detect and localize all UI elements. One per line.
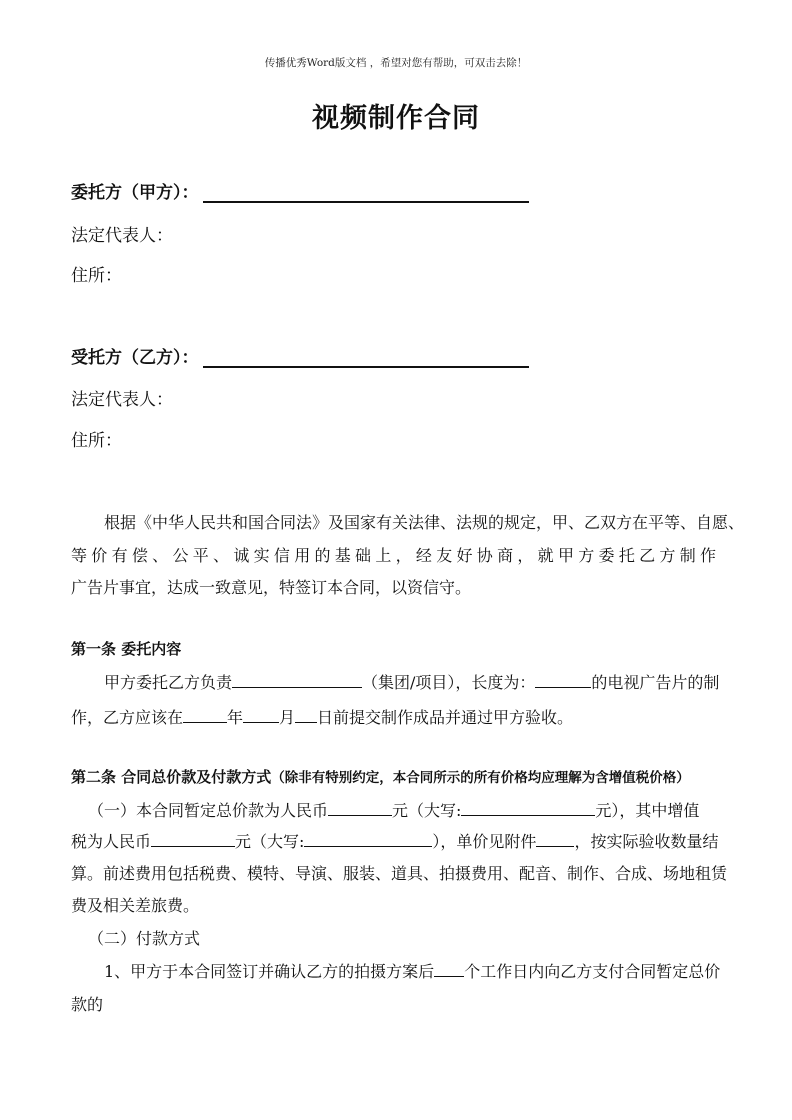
party-b-label-row — [71, 343, 529, 368]
month-label: 月 — [279, 708, 296, 727]
intro-line-3: 广告片事宜，达成一致意见，特签订本合同，以资信守。 — [71, 578, 472, 597]
settlement-text: ，按实际验收数量结 — [574, 832, 719, 851]
year-label: 年 — [227, 708, 244, 727]
payment-method-title: （二）付款方式 — [88, 929, 201, 948]
unit-price-text: ），单价见附件 — [432, 832, 537, 851]
attachment-blank — [536, 831, 574, 847]
page-title: 视频制作合同 — [312, 103, 480, 134]
party-a-label-row — [71, 178, 529, 203]
article-1-title: 第一条 委托内容 — [71, 640, 182, 658]
article-1-text-c: 的电视广告片的制 — [591, 673, 720, 692]
party-a-representative: 法定代表人： — [71, 226, 173, 246]
vat-intro-text: 元），其中增值 — [595, 801, 700, 820]
vat-caps-blank — [304, 831, 432, 847]
vat-blank — [151, 831, 235, 847]
article-1-text-a: 甲方委托乙方负责 — [104, 673, 233, 692]
project-blank — [232, 672, 362, 688]
article-2-line-3: 算。前述费用包括税费、模特、导演、服装、道具、拍摄费用、配音、制作、合成、场地租赁 — [71, 864, 728, 883]
party-a-name-blank — [203, 183, 529, 203]
article-1-text-e: 日前提交制作成品并通过甲方验收。 — [317, 708, 574, 727]
article-2-title: 第二条 合同总价款及付款方式 — [71, 768, 272, 786]
party-b-name-blank — [203, 348, 529, 368]
article-1-line-1 — [104, 670, 719, 693]
article-1-text-d: 作，乙方应该在 — [71, 708, 184, 727]
article-2-line-2 — [71, 829, 718, 852]
length-blank — [535, 672, 591, 688]
party-a-address: 住所： — [71, 266, 122, 286]
party-a-label: 委托方（甲方）： — [71, 183, 199, 203]
article-1-line-2 — [71, 705, 573, 728]
party-b-address: 住所： — [71, 431, 122, 451]
document-header-note: 传播优秀Word版文档 ，希望对您有帮助，可双击去除！ — [264, 57, 528, 69]
article-1-text-b: （集团/项目），长度为： — [362, 673, 536, 692]
article-2-line-1 — [88, 798, 699, 821]
payment-text-b: 个工作日内向乙方支付合同暂定总价 — [464, 962, 721, 981]
total-price-caps-text: 元（大写: — [392, 801, 462, 820]
vat-text: 税为人民币 — [71, 832, 152, 851]
year-blank — [183, 707, 227, 723]
payment-line-2: 款的 — [71, 995, 104, 1014]
workdays-blank — [434, 961, 464, 977]
party-b-label: 受托方（乙方）： — [71, 348, 199, 368]
party-b-representative: 法定代表人： — [71, 390, 173, 410]
vat-caps-text: 元（大写: — [235, 832, 305, 851]
payment-line-1 — [104, 959, 720, 982]
month-blank — [243, 707, 279, 723]
intro-line-1: 根据《中华人民共和国合同法》及国家有关法律、法规的规定，甲、乙双方在平等、自愿、 — [104, 513, 745, 532]
article-2-note: （除非有特别约定，本合同所示的所有价格均应理解为含增值税价格） — [271, 770, 690, 786]
article-2-line-4: 费及相关差旅费。 — [71, 896, 200, 915]
total-price-blank — [328, 800, 392, 816]
article-2-title-row — [71, 766, 690, 787]
total-price-caps-blank — [461, 800, 595, 816]
total-price-text: （一）本合同暂定总价款为人民币 — [88, 801, 329, 820]
intro-line-2: 等价有偿、公平、诚实信用的基础上，经友好协商，就甲方委托乙方制作 — [71, 546, 716, 565]
payment-text-a: 1、甲方于本合同签订并确认乙方的拍摄方案后 — [104, 962, 435, 981]
day-blank — [295, 707, 317, 723]
